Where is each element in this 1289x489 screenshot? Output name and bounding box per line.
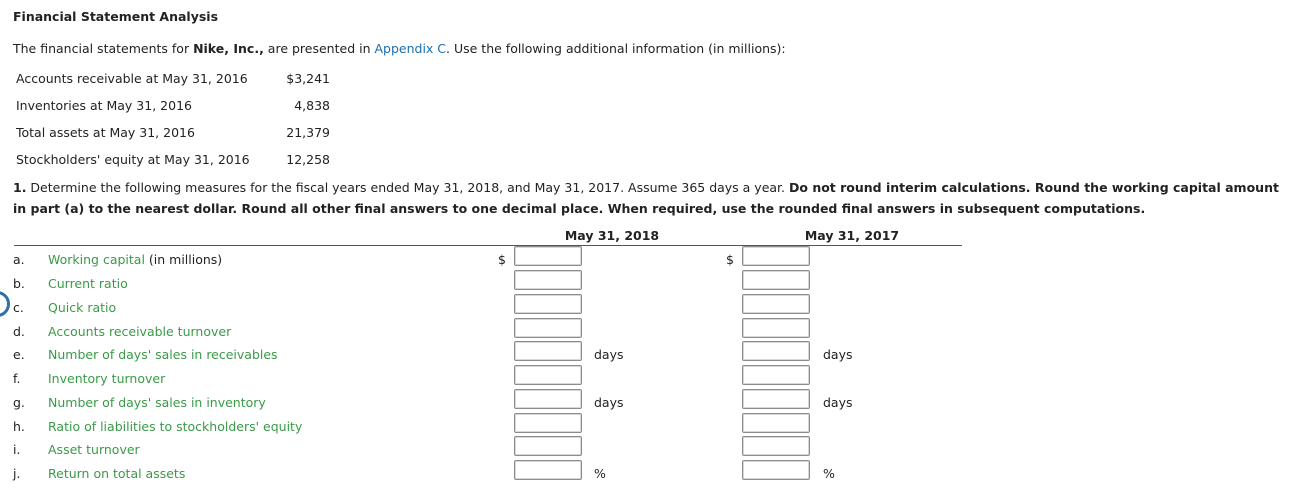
row-label — [48, 466, 185, 481]
answer-input-2017[interactable] — [742, 294, 810, 314]
row-letter: b. — [13, 276, 25, 291]
row-label-link[interactable]: Ratio of liabilities to stockholders' equity — [48, 419, 303, 434]
appendix-link[interactable]: Appendix C — [374, 41, 447, 56]
answer-input-2018[interactable] — [514, 270, 582, 290]
row-label — [48, 300, 116, 315]
info-label: Inventories at May 31, 2016 — [16, 98, 192, 113]
focus-indicator — [0, 291, 10, 317]
instructions-bold: Do not round interim calculations. Round the working capital amount in part (a) to the nearest dollar. Round all other final answers to one decimal place. When required, use the rounded final answers in subsequent computations. — [13, 180, 1279, 216]
intro-middle: are presented in — [263, 41, 375, 56]
intro-suffix: . Use the following additional information (in millions): — [446, 41, 786, 56]
answer-input-2018[interactable] — [514, 246, 582, 266]
row-label — [48, 324, 231, 339]
answer-input-2017[interactable] — [742, 341, 810, 361]
row-letter: c. — [13, 300, 24, 315]
answer-input-2017[interactable] — [742, 246, 810, 266]
row-letter: j. — [13, 466, 21, 481]
answer-input-2018[interactable] — [514, 436, 582, 456]
row-label-link[interactable]: Number of days' sales in inventory — [48, 395, 266, 410]
company-name: Nike, Inc., — [193, 41, 264, 56]
unit-label: days — [594, 347, 624, 362]
row-letter: d. — [13, 324, 25, 339]
info-label: Stockholders' equity at May 31, 2016 — [16, 152, 250, 167]
answer-input-2017[interactable] — [742, 436, 810, 456]
row-label — [48, 442, 140, 457]
answer-input-2018[interactable] — [514, 389, 582, 409]
answer-input-2017[interactable] — [742, 318, 810, 338]
unit-label: days — [594, 395, 624, 410]
intro-prefix: The financial statements for — [13, 41, 194, 56]
row-letter: f. — [13, 371, 21, 386]
dollar-sign: $ — [726, 252, 734, 267]
unit-label: days — [823, 347, 853, 362]
unit-label: days — [823, 395, 853, 410]
row-letter: a. — [13, 252, 25, 267]
answer-input-2017[interactable] — [742, 270, 810, 290]
row-label — [48, 347, 278, 362]
info-value: 4,838 — [294, 98, 330, 113]
info-label: Total assets at May 31, 2016 — [16, 125, 195, 140]
row-label — [48, 395, 266, 410]
answer-input-2017[interactable] — [742, 413, 810, 433]
row-label-link[interactable]: Current ratio — [48, 276, 128, 291]
instructions-plain: Determine the following measures for the fiscal years ended May 31, 2018, and May 31, 2017. Assume 365 days a year. — [26, 180, 789, 195]
answer-input-2017[interactable] — [742, 365, 810, 385]
row-label — [48, 276, 128, 291]
answer-input-2018[interactable] — [514, 365, 582, 385]
info-value: 21,379 — [286, 125, 330, 140]
row-letter: i. — [13, 442, 21, 457]
answer-input-2018[interactable] — [514, 318, 582, 338]
answer-input-2018[interactable] — [514, 341, 582, 361]
answer-input-2018[interactable] — [514, 460, 582, 480]
row-label-link[interactable]: Quick ratio — [48, 300, 117, 315]
row-label-link[interactable]: Return on total assets — [48, 466, 186, 481]
answer-input-2018[interactable] — [514, 413, 582, 433]
row-label — [48, 419, 302, 434]
answer-input-2017[interactable] — [742, 460, 810, 480]
intro-text — [13, 41, 786, 56]
header-divider — [14, 245, 962, 246]
info-value: $3,241 — [286, 71, 330, 86]
row-letter: h. — [13, 419, 25, 434]
unit-label: % — [594, 466, 606, 481]
instructions-number: 1. — [13, 180, 27, 195]
answer-input-2018[interactable] — [514, 294, 582, 314]
unit-label: % — [823, 466, 835, 481]
dollar-sign: $ — [498, 252, 506, 267]
row-label — [48, 371, 165, 386]
column-header-2017: May 31, 2017 — [804, 228, 900, 243]
row-label-link[interactable]: Accounts receivable turnover — [48, 324, 232, 339]
row-label-link[interactable]: Number of days' sales in receivables — [48, 347, 278, 362]
answer-input-2017[interactable] — [742, 389, 810, 409]
column-header-2018: May 31, 2018 — [564, 228, 660, 243]
row-label-link[interactable]: Inventory turnover — [48, 371, 166, 386]
row-letter: g. — [13, 395, 25, 410]
row-label-link[interactable]: Asset turnover — [48, 442, 140, 457]
row-label — [48, 252, 222, 267]
row-label-link[interactable]: Working capital — [48, 252, 145, 267]
row-label-suffix: (in millions) — [144, 252, 223, 267]
info-value: 12,258 — [286, 152, 330, 167]
instructions — [13, 177, 1283, 219]
page-title: Financial Statement Analysis — [13, 9, 219, 24]
info-label: Accounts receivable at May 31, 2016 — [16, 71, 248, 86]
row-letter: e. — [13, 347, 25, 362]
